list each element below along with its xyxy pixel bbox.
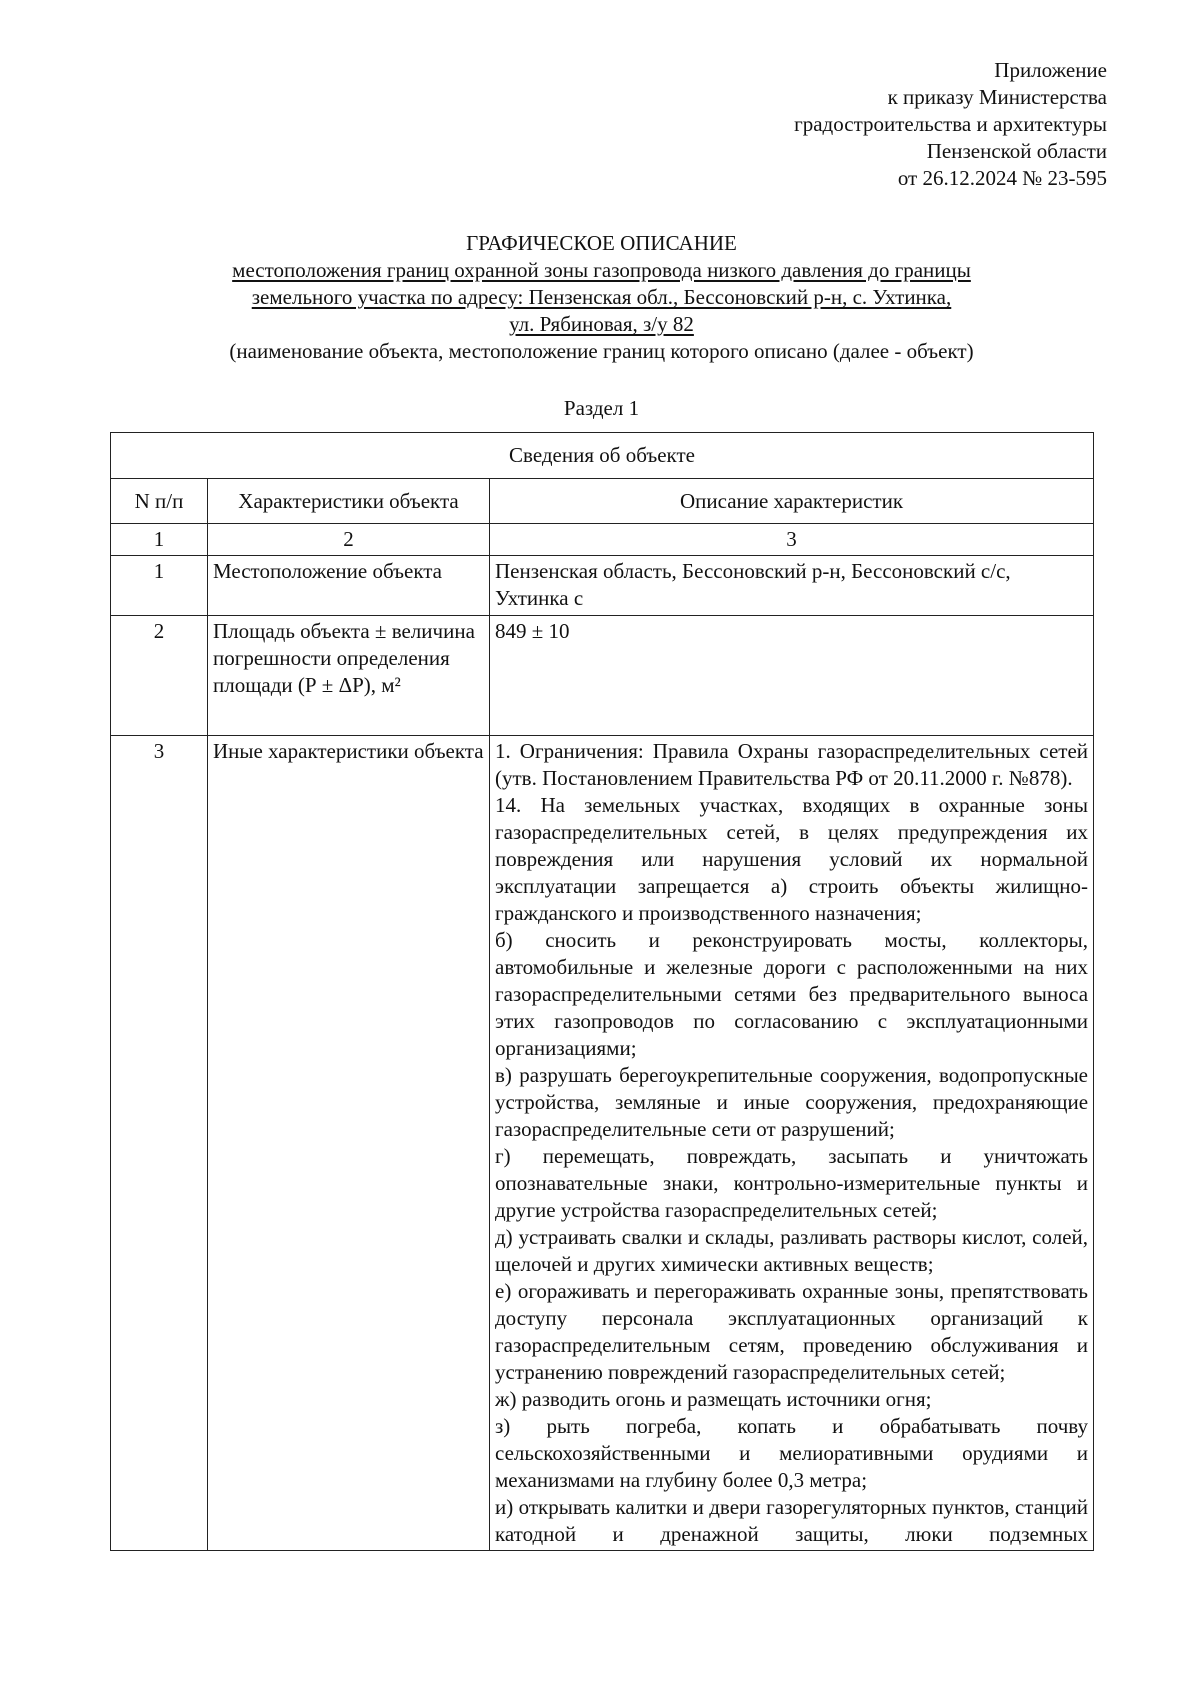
annex-line: градостроительства и архитектуры — [794, 112, 1107, 136]
row-description: Пензенская область, Бессоновский р-н, Бессоновский с/с, Ухтинка с — [490, 556, 1094, 616]
object-name-caption: (наименование объекта, местоположение границ которого описано (далее - объект) — [229, 339, 974, 363]
row-number: 3 — [111, 736, 208, 1551]
restriction-paragraph: г) перемещать, повреждать, засыпать и уничтожать опознавательные знаки, контрольно-измерительные пункты и другие устройства газораспределительных сетей; — [495, 1144, 1089, 1222]
restriction-paragraph: и) открывать калитки и двери газорегуляторных пунктов, станций катодной и дренажной защиты, люки подземных — [495, 1495, 1089, 1546]
row-description — [490, 736, 1094, 1551]
table-row — [111, 736, 1094, 1551]
column-number: 3 — [490, 524, 1094, 556]
object-name-line: местоположения границ охранной зоны газопровода низкого давления до границы — [232, 258, 971, 282]
restriction-paragraph: 1. Ограничения: Правила Охраны газораспределительных сетей (утв. Постановлением Правительства РФ от 20.11.2000 г. №878). — [495, 739, 1089, 790]
annex-line: Пензенской области — [926, 139, 1107, 163]
annex-date-number: от 26.12.2024 № 23-595 — [897, 166, 1107, 190]
row-number: 1 — [111, 556, 208, 616]
annex-line: Приложение — [994, 58, 1107, 82]
column-number: 2 — [208, 524, 490, 556]
header-characteristic: Характеристики объекта — [208, 479, 490, 524]
annex-block — [794, 57, 1107, 192]
annex-line: к приказу Министерства — [887, 85, 1107, 109]
restriction-paragraph: б) сносить и реконструировать мосты, коллекторы, автомобильные и железные дороги с расположенными на них газораспределительными сетями без предварительного выноса этих газопроводов по согласованию с эксплуатационными организациями; — [495, 928, 1089, 1060]
restriction-paragraph: е) огораживать и перегораживать охранные зоны, препятствовать доступу персонала эксплуатационных организаций к газораспределительным сетям, проведению обслуживания и устранению повреждений газораспределительных сетей; — [495, 1279, 1089, 1384]
row-characteristic: Местоположение объекта — [208, 556, 490, 616]
table-row — [111, 556, 1094, 616]
document-title: ГРАФИЧЕСКОЕ ОПИСАНИЕ — [466, 231, 737, 255]
restriction-paragraph: ж) разводить огонь и размещать источники огня; — [495, 1387, 932, 1411]
restriction-paragraph: д) устраивать свалки и склады, разливать растворы кислот, солей, щелочей и других химически активных веществ; — [495, 1225, 1089, 1276]
restriction-paragraph: з) рыть погреба, копать и обрабатывать почву сельскохозяйственными и мелиоративными орудиями и механизмами на глубину более 0,3 метра; — [495, 1414, 1089, 1492]
object-info-table — [110, 432, 1094, 1551]
row-characteristic: Площадь объекта ± величина погрешности определения площади (Р ± ΔР), м² — [208, 616, 490, 736]
row-characteristic: Иные характеристики объекта — [208, 736, 490, 1551]
table-title: Сведения об объекте — [111, 433, 1094, 479]
header-description: Описание характеристик — [490, 479, 1094, 524]
object-name-line: ул. Рябиновая, з/у 82 — [509, 312, 694, 336]
row-description: 849 ± 10 — [490, 616, 1094, 736]
restriction-paragraph: 14. На земельных участках, входящих в охранные зоны газораспределительных сетей, в целях предупреждения их повреждения или нарушения условий их нормальной эксплуатации запрещается а) строить объекты жилищно-гражданского и производственного назначения; — [495, 793, 1089, 925]
row-number: 2 — [111, 616, 208, 736]
table-row — [111, 616, 1094, 736]
document-heading — [110, 230, 1093, 365]
section-label: Раздел 1 — [563, 396, 640, 420]
restriction-paragraph: в) разрушать берегоукрепительные сооружения, водопропускные устройства, земляные и иные сооружения, предохраняющие газораспределительные сети от разрушений; — [495, 1063, 1089, 1141]
header-number: N п/п — [111, 479, 208, 524]
column-number: 1 — [111, 524, 208, 556]
object-name-line: земельного участка по адресу: Пензенская обл., Бессоновский р-н, с. Ухтинка, — [251, 285, 952, 309]
